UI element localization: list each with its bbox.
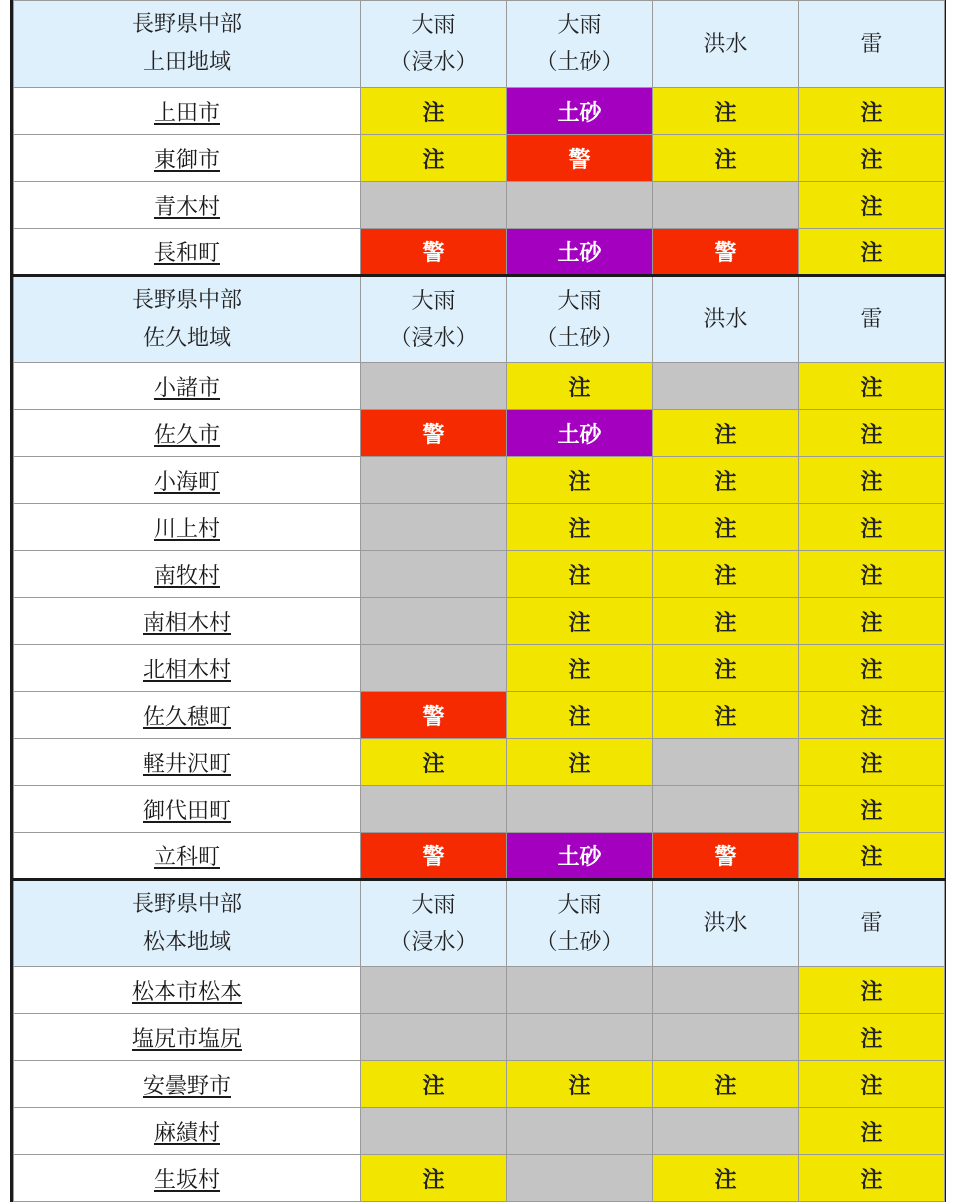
status-cell-empty (507, 1014, 653, 1061)
municipality-link[interactable]: 立科町 (153, 845, 220, 870)
municipality-link[interactable]: 上田市 (153, 100, 220, 126)
status-cell: 警 (653, 833, 799, 880)
table-row (14, 967, 945, 1014)
status-cell-empty (361, 504, 507, 551)
status-cell: 注 (507, 598, 653, 645)
status-cell-empty (653, 739, 799, 786)
table-row (14, 88, 945, 135)
column-header-cell: 雷 (799, 276, 945, 363)
status-cell-empty (361, 967, 507, 1014)
table-row (14, 598, 945, 645)
column-header-cell: 大雨 （浸水） (361, 276, 507, 363)
status-cell: 注 (653, 692, 799, 739)
status-cell: 警 (361, 410, 507, 457)
status-cell: 注 (799, 551, 945, 598)
status-cell: 注 (799, 457, 945, 504)
status-cell: 注 (361, 1155, 507, 1202)
status-cell: 注 (653, 410, 799, 457)
table-row (14, 739, 945, 786)
status-cell-empty (361, 551, 507, 598)
status-cell: 注 (799, 692, 945, 739)
municipality-link[interactable]: 青木村 (153, 194, 220, 220)
status-cell-empty (361, 457, 507, 504)
column-header-cell: 大雨 （土砂） (507, 880, 653, 967)
status-cell-empty (653, 1014, 799, 1061)
weather-warning-table (13, 0, 945, 1202)
status-cell-empty (361, 1014, 507, 1061)
status-cell: 注 (799, 229, 945, 276)
municipality-link[interactable]: 南牧村 (153, 563, 220, 589)
status-cell: 注 (799, 1061, 945, 1108)
municipality-link[interactable]: 南相木村 (142, 610, 231, 636)
status-cell: 注 (507, 739, 653, 786)
status-cell: 注 (653, 598, 799, 645)
municipality-cell (14, 182, 361, 229)
status-cell-empty (653, 1108, 799, 1155)
status-cell-empty (361, 786, 507, 833)
municipality-cell (14, 1061, 361, 1108)
status-cell-empty (507, 967, 653, 1014)
status-cell: 注 (653, 504, 799, 551)
status-cell: 注 (653, 88, 799, 135)
status-cell-empty (507, 786, 653, 833)
status-cell: 注 (799, 135, 945, 182)
status-cell: 注 (653, 457, 799, 504)
table-row (14, 1155, 945, 1202)
municipality-link[interactable]: 佐久市 (153, 422, 220, 448)
municipality-cell (14, 135, 361, 182)
status-cell-empty (361, 598, 507, 645)
table-row (14, 645, 945, 692)
status-cell: 警 (653, 229, 799, 276)
municipality-link[interactable]: 軽井沢町 (142, 751, 231, 777)
status-cell: 注 (799, 1108, 945, 1155)
municipality-cell (14, 645, 361, 692)
table-row (14, 410, 945, 457)
status-cell: 注 (799, 739, 945, 786)
table-row (14, 692, 945, 739)
table-row (14, 833, 945, 880)
table-row (14, 786, 945, 833)
table-row (14, 363, 945, 410)
status-cell: 警 (361, 229, 507, 276)
municipality-cell (14, 1108, 361, 1155)
status-cell: 注 (799, 967, 945, 1014)
status-cell: 注 (361, 135, 507, 182)
table-row (14, 504, 945, 551)
status-cell-empty (361, 1108, 507, 1155)
section-header-row (14, 1, 945, 88)
table-row (14, 1108, 945, 1155)
table-row (14, 1061, 945, 1108)
status-cell-empty (653, 182, 799, 229)
status-cell: 注 (799, 598, 945, 645)
table-row (14, 551, 945, 598)
status-cell-empty (361, 645, 507, 692)
municipality-link[interactable]: 長和町 (153, 241, 220, 266)
column-header-cell: 大雨 （土砂） (507, 276, 653, 363)
status-cell: 注 (507, 457, 653, 504)
municipality-link[interactable]: 生坂村 (153, 1167, 220, 1193)
status-cell-empty (507, 1155, 653, 1202)
status-cell: 注 (361, 88, 507, 135)
area-header-cell: 長野県中部 松本地域 (14, 880, 361, 967)
municipality-cell (14, 598, 361, 645)
municipality-cell (14, 833, 361, 880)
column-header-cell: 大雨 （浸水） (361, 1, 507, 88)
municipality-link[interactable]: 東御市 (153, 147, 220, 173)
status-cell-empty (361, 363, 507, 410)
status-cell-empty (653, 786, 799, 833)
municipality-cell (14, 967, 361, 1014)
municipality-link[interactable]: 北相木村 (142, 657, 231, 683)
status-cell: 注 (799, 1155, 945, 1202)
warning-table-container (10, 0, 946, 1202)
table-row (14, 135, 945, 182)
section-header-row (14, 880, 945, 967)
status-cell-empty (361, 182, 507, 229)
status-cell-empty (507, 182, 653, 229)
column-header-cell: 洪水 (653, 1, 799, 88)
status-cell: 注 (799, 410, 945, 457)
column-header-cell: 洪水 (653, 880, 799, 967)
municipality-cell (14, 739, 361, 786)
status-cell: 注 (507, 645, 653, 692)
status-cell-empty (653, 967, 799, 1014)
status-cell: 土砂 (507, 833, 653, 880)
column-header-cell: 洪水 (653, 276, 799, 363)
status-cell: 土砂 (507, 88, 653, 135)
status-cell: 警 (507, 135, 653, 182)
area-header-cell: 長野県中部 上田地域 (14, 1, 361, 88)
status-cell: 注 (361, 1061, 507, 1108)
status-cell: 注 (799, 88, 945, 135)
status-cell: 注 (507, 692, 653, 739)
municipality-cell (14, 229, 361, 276)
status-cell: 警 (361, 692, 507, 739)
status-cell: 注 (799, 645, 945, 692)
status-cell: 注 (653, 551, 799, 598)
municipality-cell (14, 1155, 361, 1202)
status-cell: 注 (507, 504, 653, 551)
status-cell-empty (653, 363, 799, 410)
table-row (14, 229, 945, 276)
area-header-cell: 長野県中部 佐久地域 (14, 276, 361, 363)
status-cell: 注 (653, 135, 799, 182)
municipality-link[interactable]: 小海町 (153, 469, 220, 495)
status-cell: 注 (507, 363, 653, 410)
municipality-cell (14, 88, 361, 135)
column-header-cell: 大雨 （浸水） (361, 880, 507, 967)
status-cell: 土砂 (507, 410, 653, 457)
municipality-cell (14, 410, 361, 457)
status-cell: 注 (653, 1155, 799, 1202)
column-header-cell: 雷 (799, 1, 945, 88)
municipality-cell (14, 692, 361, 739)
status-cell: 警 (361, 833, 507, 880)
status-cell: 注 (653, 1061, 799, 1108)
section-header-row (14, 276, 945, 363)
column-header-cell: 雷 (799, 880, 945, 967)
municipality-cell (14, 551, 361, 598)
municipality-cell (14, 1014, 361, 1061)
municipality-link[interactable]: 佐久穂町 (142, 704, 231, 730)
municipality-link[interactable]: 麻績村 (153, 1120, 220, 1146)
municipality-link[interactable]: 塩尻市塩尻 (131, 1026, 242, 1052)
status-cell: 注 (799, 182, 945, 229)
status-cell: 注 (799, 363, 945, 410)
municipality-cell (14, 504, 361, 551)
column-header-cell: 大雨 （土砂） (507, 1, 653, 88)
municipality-cell (14, 363, 361, 410)
municipality-link[interactable]: 御代田町 (142, 798, 231, 824)
status-cell: 注 (799, 504, 945, 551)
status-cell: 注 (799, 833, 945, 880)
status-cell-empty (507, 1108, 653, 1155)
status-cell: 注 (507, 1061, 653, 1108)
municipality-link[interactable]: 松本市松本 (131, 979, 242, 1005)
municipality-link[interactable]: 安曇野市 (142, 1073, 231, 1099)
status-cell: 注 (361, 739, 507, 786)
table-row (14, 457, 945, 504)
municipality-link[interactable]: 小諸市 (153, 375, 220, 401)
status-cell: 注 (799, 786, 945, 833)
status-cell: 注 (653, 645, 799, 692)
status-cell: 土砂 (507, 229, 653, 276)
status-cell: 注 (507, 551, 653, 598)
table-row (14, 1014, 945, 1061)
municipality-link[interactable]: 川上村 (153, 516, 220, 542)
table-row (14, 182, 945, 229)
municipality-cell (14, 457, 361, 504)
status-cell: 注 (799, 1014, 945, 1061)
municipality-cell (14, 786, 361, 833)
